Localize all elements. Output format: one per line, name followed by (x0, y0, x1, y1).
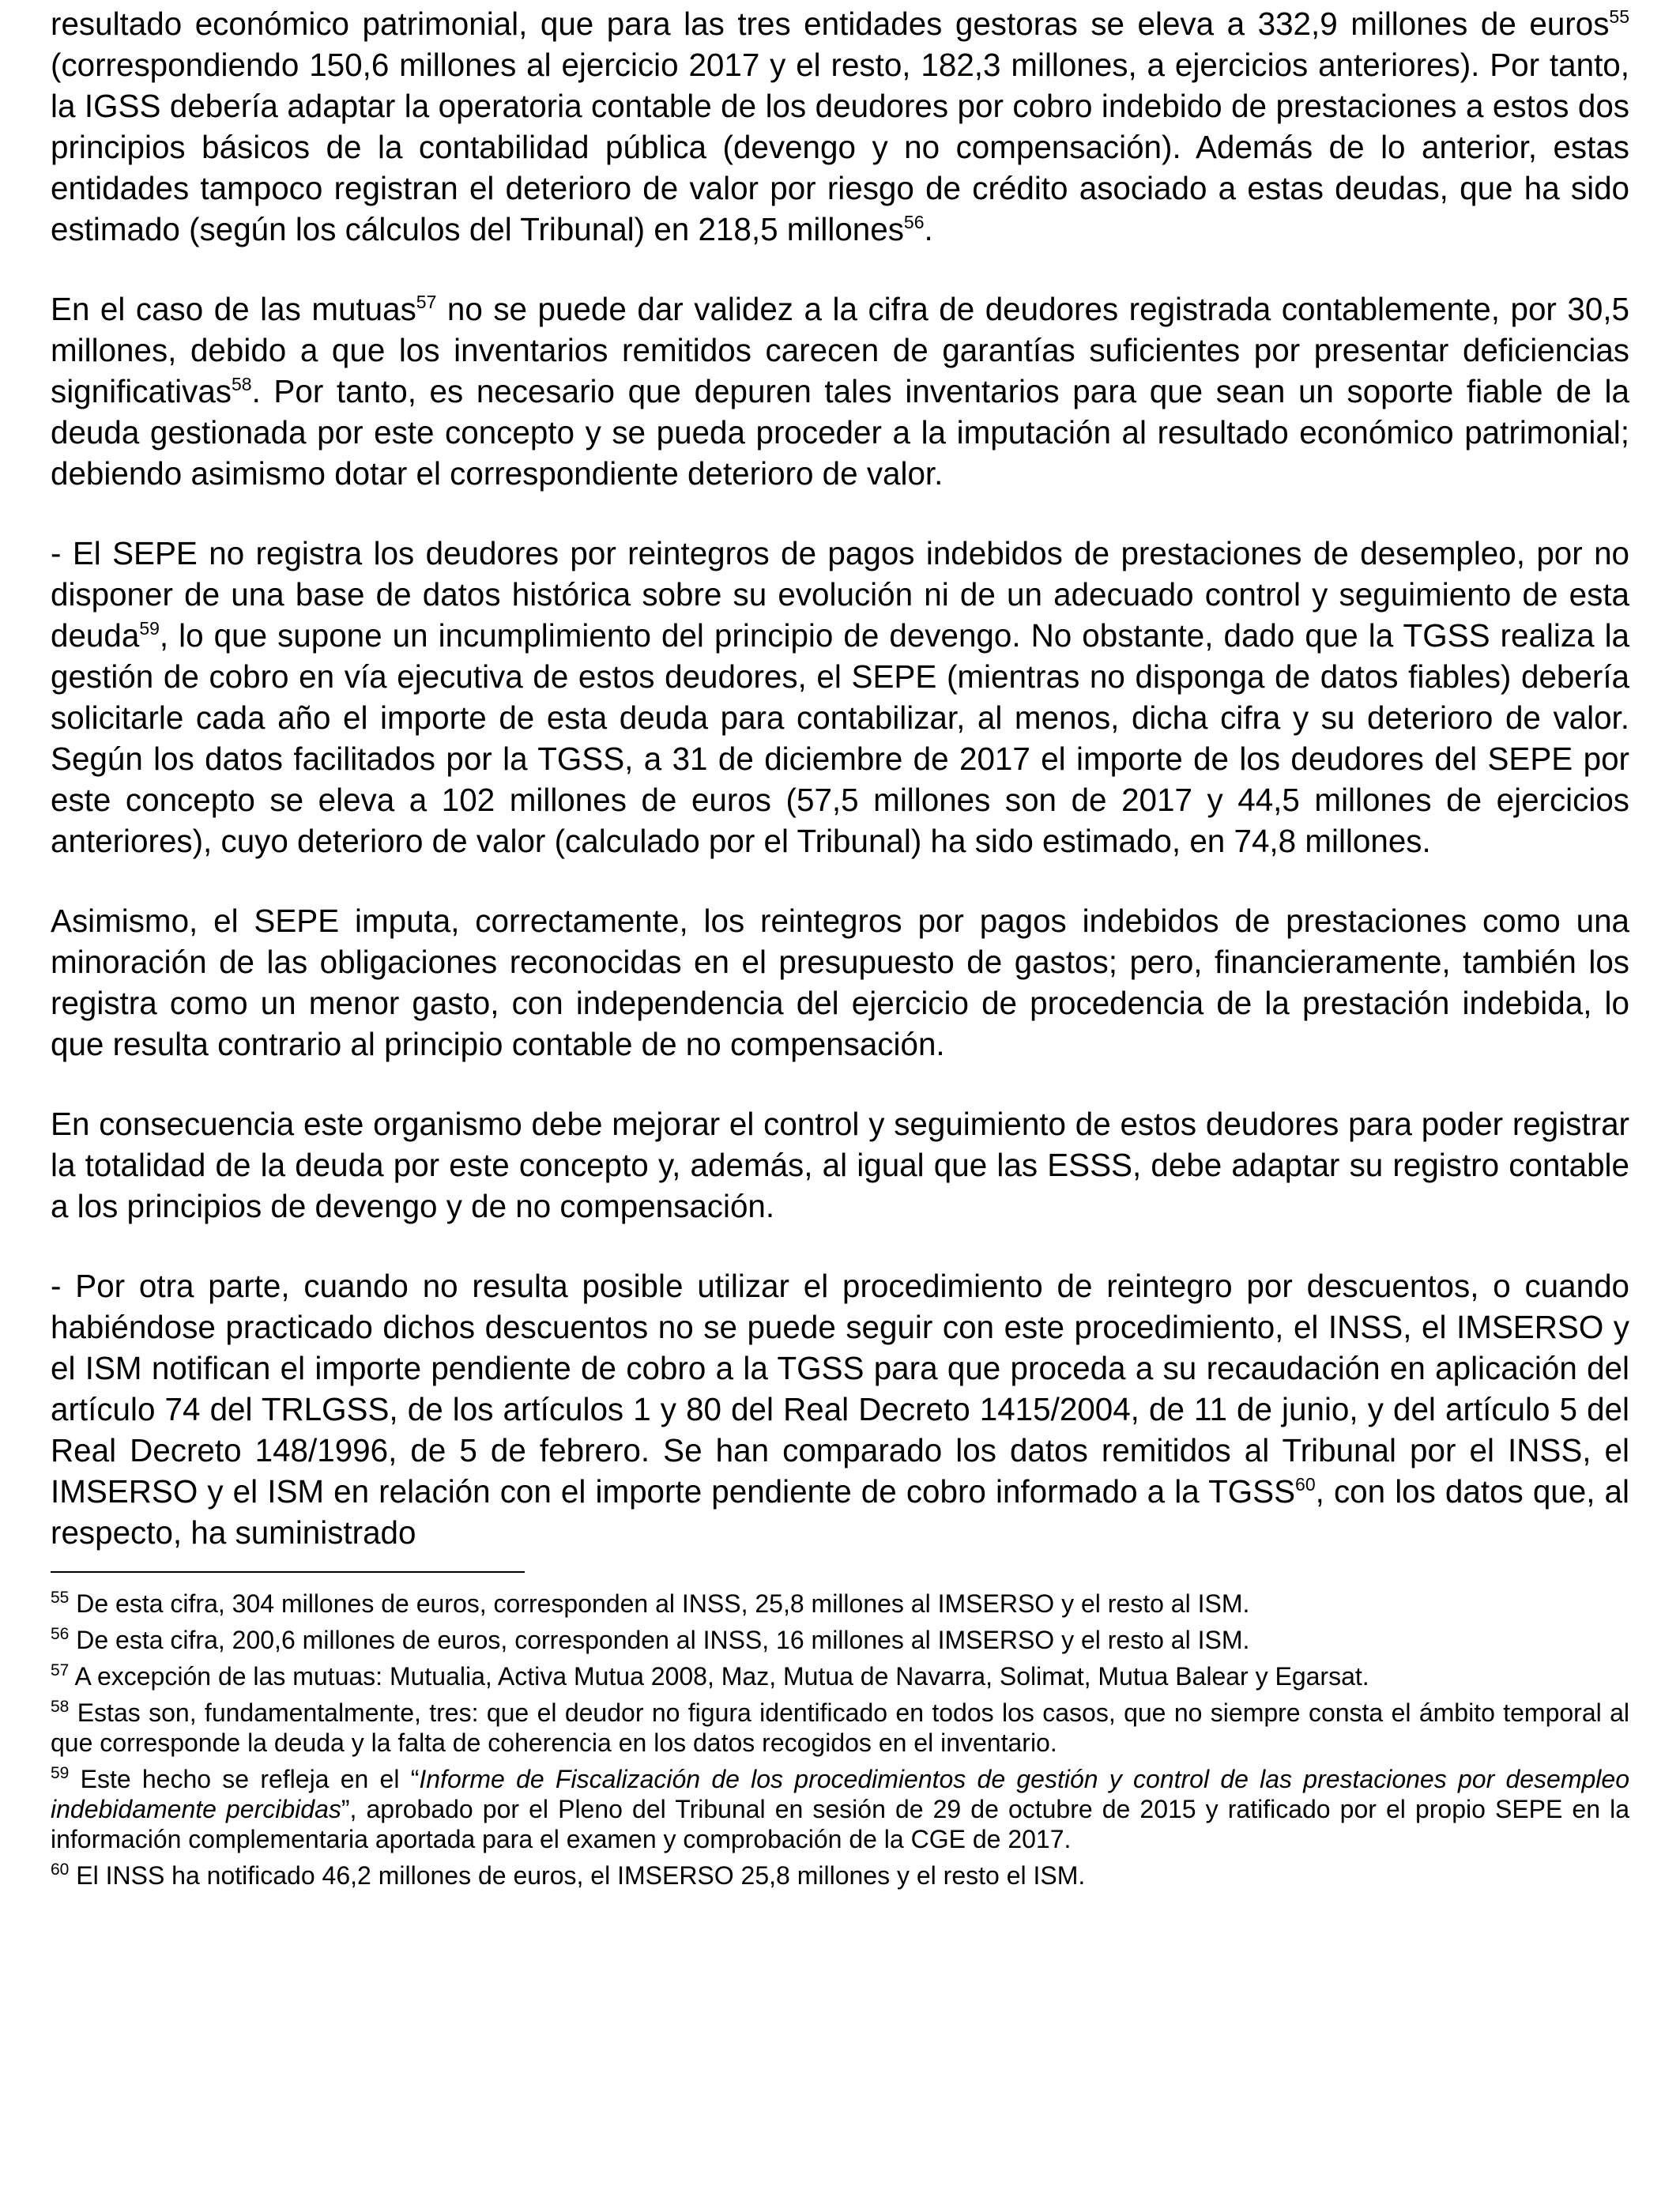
text-run: - Por otra parte, cuando no resulta posible utilizar el procedimiento de reintegro por descuentos, o cuando habiéndose practicado dichos descuentos no se puede seguir con este procedimiento, el INSS, el IMSERSO y el ISM notifican el importe pendiente de cobro a la TGSS para que proceda a su recaudación en aplicación del artículo 74 del TRLGSS, de los artículos 1 y 80 del Real Decreto 1415/2004, de 11 de junio, y del artículo 5 del Real Decreto 148/1996, de 5 de febrero. Se han comparado los datos remitidos al Tribunal por el INSS, el IMSERSO y el ISM en relación con el importe pendiente de cobro informado a la TGSS (51, 1268, 1629, 1510)
text-run: (correspondiendo 150,6 millones al ejercicio 2017 y el resto, 182,3 millones, a ejercicios anteriores). Por tanto, la IGSS debería adaptar la operatoria contable de los deudores por cobro indebido de prestaciones a estos dos principios básicos de la contabilidad pública (devengo y no compensación). Además de lo anterior, estas entidades tampoco registran el deterioro de valor por riesgo de crédito asociado a estas deudas, que ha sido estimado (según los cálculos del Tribunal) en 218,5 millones (51, 47, 1629, 247)
text-run: . Por tanto, es necesario que depuren tales inventarios para que sean un soporte fiable de la deuda gestionada por este concepto y se pueda proceder a la imputación al resultado económico patrimonial; debiendo asimismo dotar el correspondiente deterioro de valor. (51, 373, 1629, 492)
footnote-number: 57 (51, 1661, 70, 1679)
footnote-ref[interactable]: 57 (416, 292, 437, 312)
footnote-text: De esta cifra, 304 millones de euros, corresponden al INSS, 25,8 millones al IMSERSO y el resto al ISM. (69, 1589, 1250, 1618)
text-run: . (924, 211, 933, 247)
paragraph (51, 288, 1629, 494)
footnote-text: Estas son, fundamentalmente, tres: que el deudor no figura identificado en todos los casos, que no siempre consta el ámbito temporal al que corresponde la deuda y la falta de coherencia en los datos recogidos en el inventario. (51, 1698, 1629, 1757)
paragraph (51, 3, 1629, 250)
footnote-ref[interactable]: 56 (903, 212, 925, 232)
text-run: - El SEPE no registra los deudores por reintegros de pagos indebidos de prestaciones de desempleo, por no disponer de una base de datos histórica sobre su evolución ni de un adecuado control y seguimiento de esta deuda (51, 535, 1629, 654)
report-title: Informe de Fiscalización de los procedimientos de gestión y control de las prestaciones por desempleo indebidamente percibidas (51, 1765, 1630, 1823)
footnote-number: 60 (51, 1860, 70, 1879)
text-run: resultado económico patrimonial, que para las tres entidades gestoras se eleva a 332,9 millones de euros (51, 6, 1610, 42)
text-run: no se puede dar validez a la cifra de deudores registrada contablemente, por 30,5 millones, debido a que los inventarios remitidos carecen de garantías suficientes por presentar deficiencias significativas (51, 291, 1629, 409)
footnote-text: El INSS ha notificado 46,2 millones de euros, el IMSERSO 25,8 millones y el resto el ISM. (69, 1861, 1086, 1890)
paragraph (51, 533, 1629, 861)
footnote-number: 55 (51, 1589, 70, 1607)
footnote-text: De esta cifra, 200,6 millones de euros, corresponden al INSS, 16 millones al IMSERSO y el resto al ISM. (69, 1626, 1250, 1654)
body-text (51, 3, 1629, 1553)
footnote (51, 1860, 1629, 1891)
footnote-ref[interactable]: 55 (1609, 6, 1629, 27)
footnote (51, 1764, 1629, 1854)
paragraph (51, 1265, 1629, 1553)
footnote (51, 1625, 1629, 1655)
text-run: En el caso de las mutuas (51, 291, 416, 327)
footnote-text: A excepción de las mutuas: Mutualia, Activa Mutua 2008, Maz, Mutua de Navarra, Solimat, Mutua Balear y Egarsat. (69, 1662, 1369, 1691)
footnote-text: Este hecho se refleja en el “ (69, 1765, 420, 1793)
footnote-ref[interactable]: 59 (139, 618, 160, 639)
footnote-ref[interactable]: 58 (231, 374, 252, 394)
text-run: , con los datos que, al respecto, ha suministrado (51, 1473, 1629, 1551)
text-run: Asimismo, el SEPE imputa, correctamente, los reintegros por pagos indebidos de prestaciones como una minoración de las obligaciones reconocidas en el presupuesto de gastos; pero, financieramente, también los registra como un menor gasto, con independencia del ejercicio de procedencia de la prestación indebida, lo que resulta contrario al principio contable de no compensación. (51, 903, 1629, 1062)
footnote-separator (51, 1571, 525, 1573)
footnote (51, 1661, 1629, 1691)
footnote-number: 58 (51, 1698, 70, 1716)
footnote-number: 59 (51, 1764, 70, 1782)
text-run: , lo que supone un incumplimiento del principio de devengo. No obstante, dado que la TGSS realiza la gestión de cobro en vía ejecutiva de estos deudores, el SEPE (mientras no disponga de datos fiables) debería solicitarle cada año el importe de esta deuda para contabilizar, al menos, dicha cifra y su deterioro de valor. Según los datos facilitados por la TGSS, a 31 de diciembre de 2017 el importe de los deudores del SEPE por este concepto se eleva a 102 millones de euros (57,5 millones son de 2017 y 44,5 millones de ejercicios anteriores), cuyo deterioro de valor (calculado por el Tribunal) ha sido estimado, en 74,8 millones. (51, 617, 1629, 859)
document-page (51, 3, 1629, 1897)
paragraph (51, 1103, 1629, 1227)
footnote (51, 1698, 1629, 1758)
footnote (51, 1589, 1629, 1619)
footnote-text: ”, aprobado por el Pleno del Tribunal en sesión de 29 de octubre de 2015 y ratificado por el propio SEPE en la información complementaria aportada para el examen y comprobación de la CGE de 2017. (51, 1795, 1630, 1853)
footnote-ref[interactable]: 60 (1295, 1474, 1316, 1495)
footnotes (51, 1589, 1629, 1891)
footnote-number: 56 (51, 1625, 70, 1643)
paragraph (51, 900, 1629, 1065)
text-run: En consecuencia este organismo debe mejorar el control y seguimiento de estos deudores para poder registrar la totalidad de la deuda por este concepto y, además, al igual que las ESSS, debe adaptar su registro contable a los principios de devengo y de no compensación. (51, 1106, 1629, 1224)
